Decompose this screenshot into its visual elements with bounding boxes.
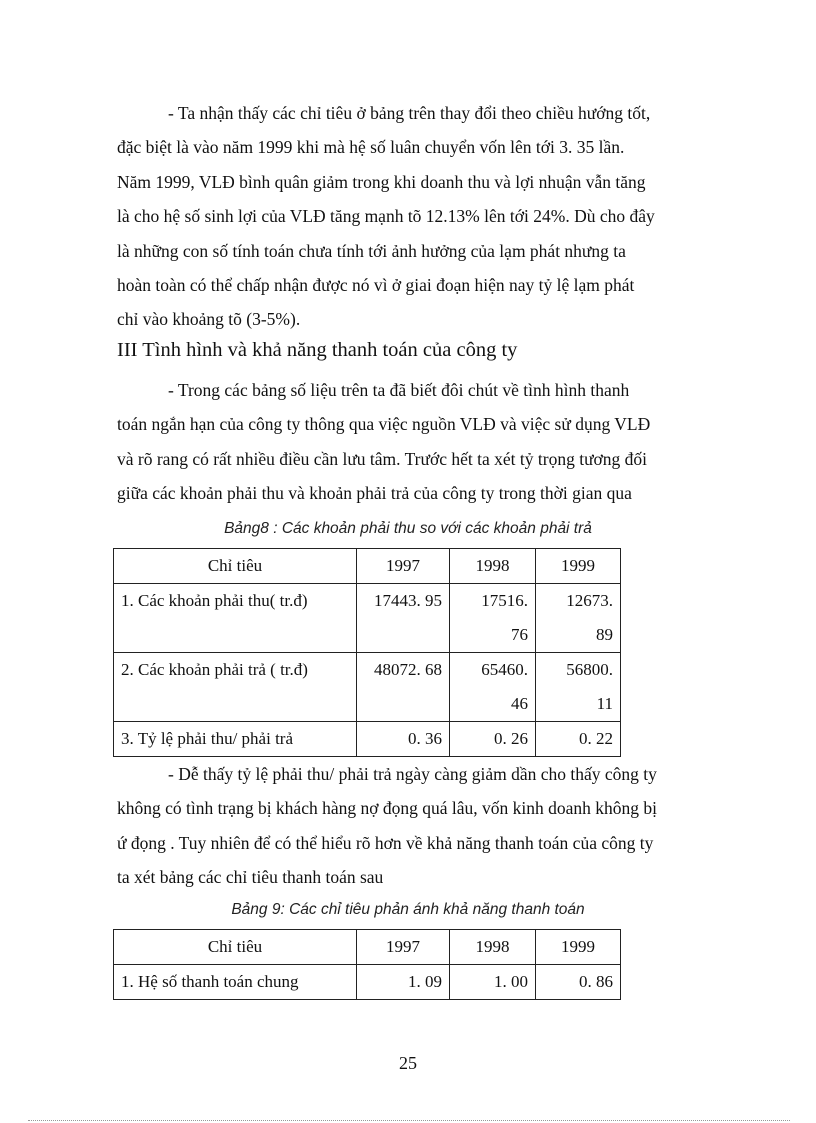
cell-value [536, 584, 621, 653]
text-line: hoàn toàn có thể chấp nhận được nó vì ở giai đoạn hiện nay tỷ lệ lạm phát [117, 275, 635, 296]
table-row [114, 653, 621, 722]
text-line: - Dễ thấy tỷ lệ phải thu/ phải trả ngày càng giảm dần cho thấy công ty [168, 764, 657, 784]
paragraph-ratio-analysis [117, 757, 697, 895]
cell-value: 0. 36 [357, 722, 450, 757]
row-label: 1. Hệ số thanh toán chung [114, 965, 357, 1000]
text-line: là cho hệ số sinh lợi của VLĐ tăng mạnh tõ 12.13% lên tới 24%. Dù cho đây [117, 206, 655, 227]
text-line: chỉ vào khoảng tõ (3-5%). [117, 309, 301, 330]
cell-value-part: 65460. [481, 660, 528, 679]
text-line: đặc biệt là vào năm 1999 khi mà hệ số luân chuyển vốn lên tới 3. 35 lần. [117, 137, 625, 158]
footer-divider [28, 1120, 790, 1121]
cell-value-part: 76 [511, 625, 528, 644]
cell-value: 0. 22 [536, 722, 621, 757]
text-line: ứ đọng . Tuy nhiên để có thể hiểu rõ hơn về khả năng thanh toán của công ty [117, 832, 654, 853]
cell-value-part: 46 [511, 694, 528, 713]
column-header: Chỉ tiêu [114, 930, 357, 965]
cell-value-part: 12673. [566, 591, 613, 610]
cell-value: 17443. 95 [357, 584, 450, 653]
section-heading: III Tình hình và khả năng thanh toán của công ty [117, 339, 518, 361]
column-header: 1999 [536, 549, 621, 584]
text-line: - Trong các bảng số liệu trên ta đã biết đôi chút về tình hình thanh [168, 380, 630, 400]
cell-value [450, 584, 536, 653]
table-row [114, 584, 621, 653]
cell-value [536, 653, 621, 722]
page-number: 25 [399, 1053, 417, 1073]
cell-value: 1. 09 [357, 965, 450, 1000]
row-label: 3. Tỷ lệ phải thu/ phải trả [114, 722, 357, 757]
row-label: 2. Các khoản phải trả ( tr.đ) [114, 653, 357, 722]
column-header: 1997 [357, 930, 450, 965]
text-line: là những con số tính toán chưa tính tới ảnh hưởng của lạm phát nhưng ta [117, 240, 626, 261]
paragraph-indicators-trend [117, 96, 697, 337]
table-row [114, 965, 621, 1000]
text-line: và rõ rang có rất nhiều điều cần lưu tâm. Trước hết ta xét tỷ trọng tương đối [117, 448, 648, 469]
text-line: - Ta nhận thấy các chỉ tiêu ở bảng trên thay đổi theo chiều hướng tốt, [168, 103, 651, 123]
text-line: giữa các khoản phải thu và khoản phải trả của công ty trong thời gian qua [117, 483, 632, 504]
text-line: không có tình trạng bị khách hàng nợ đọng quá lâu, vốn kinh doanh không bị [117, 798, 658, 819]
table8-receivables-payables [113, 548, 621, 757]
cell-value: 0. 86 [536, 965, 621, 1000]
text-line: toán ngắn hạn của công ty thông qua việc nguồn VLĐ và việc sử dụng VLĐ [117, 414, 651, 435]
table-header-row [114, 549, 621, 584]
text-line: Năm 1999, VLĐ bình quân giảm trong khi doanh thu và lợi nhuận vẫn tăng [117, 171, 646, 192]
cell-value-part: 11 [596, 694, 613, 713]
table8-caption: Bảng8 : Các khoản phải thu so với các khoản phải trả [224, 520, 592, 537]
column-header: Chỉ tiêu [114, 549, 357, 584]
cell-value-part: 17516. [481, 591, 528, 610]
table9-solvency-indicators [113, 929, 621, 1000]
table-row [114, 722, 621, 757]
cell-value: 48072. 68 [357, 653, 450, 722]
cell-value: 0. 26 [450, 722, 536, 757]
row-label: 1. Các khoản phải thu( tr.đ) [114, 584, 357, 653]
cell-value-part: 56800. [566, 660, 613, 679]
cell-value: 1. 00 [450, 965, 536, 1000]
cell-value-part: 89 [596, 625, 613, 644]
column-header: 1999 [536, 930, 621, 965]
paragraph-payment-situation [117, 373, 697, 511]
table-header-row [114, 930, 621, 965]
text-line: ta xét bảng các chỉ tiêu thanh toán sau [117, 867, 384, 888]
cell-value [450, 653, 536, 722]
table9-caption: Bảng 9: Các chỉ tiêu phản ánh khả năng thanh toán [231, 901, 585, 918]
column-header: 1998 [450, 930, 536, 965]
column-header: 1997 [357, 549, 450, 584]
column-header: 1998 [450, 549, 536, 584]
